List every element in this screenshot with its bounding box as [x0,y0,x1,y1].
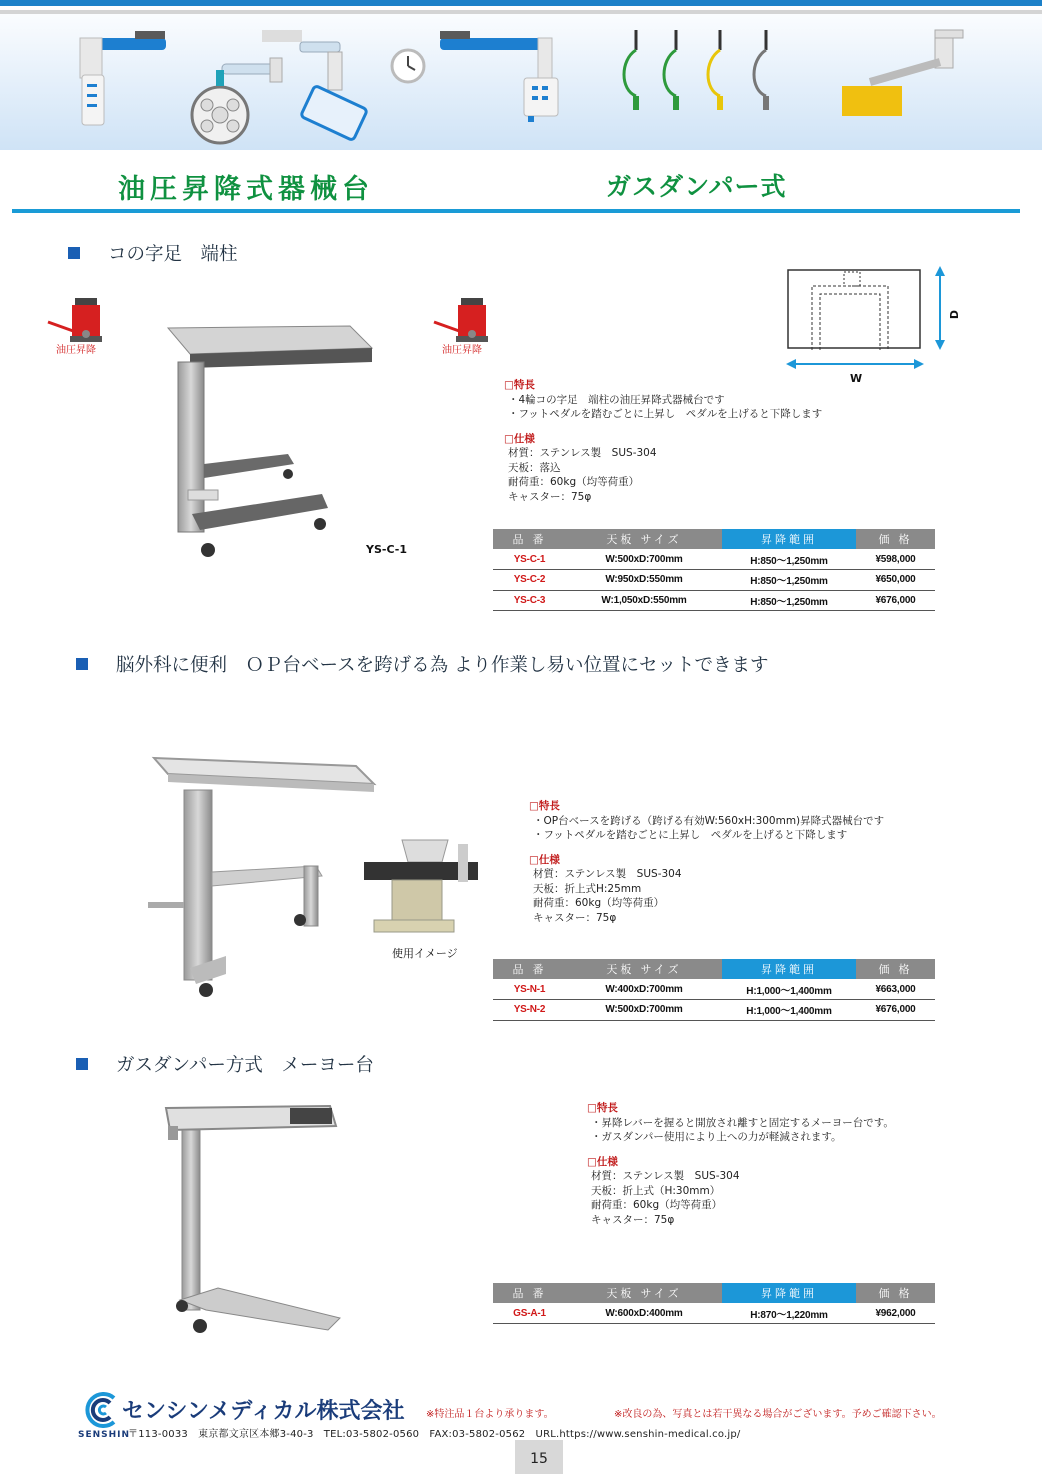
spec-line: 材質：ステンレス製 SUS-304 [533,868,682,880]
part-number: YS-N-1 [493,979,566,1000]
company-name: センシンメディカル株式会社 [122,1399,405,1424]
part-number: YS-C-3 [493,590,566,611]
price-cell: ¥650,000 [856,570,935,591]
col-header-part: 品 番 [493,1283,566,1303]
hydraulic-pump-icon [42,296,118,356]
price-cell: ¥663,000 [856,979,935,1000]
header-banner [0,0,1042,150]
price-table-1 [493,529,935,611]
spec-line: キャスター：75φ [591,1213,675,1226]
product-image-gs-a [160,1100,360,1345]
table-row [493,979,935,1000]
section-heading-text: 脳外科に便利 ＯＰ台ベースを跨げる為 より作業し易い位置にセットできます [116,655,769,676]
disclaimer-note: ※改良の為、写真とは若干異なる場合がございます。予めご確認下さい。 [614,1409,942,1420]
size-cell: W:600xD:400mm [566,1303,722,1324]
square-bullet-icon [68,247,80,259]
dimension-d-label: D [948,309,962,320]
spec-title: □仕様 [504,432,535,445]
col-header-size: 天板 サイズ [566,529,722,549]
company-name-en: SENSHIN [78,1430,131,1440]
size-cell: W:950xD:550mm [566,570,722,591]
part-number: YS-N-2 [493,1000,566,1021]
table-header-row [493,1283,935,1303]
dimension-diagram [780,262,970,387]
spec-line: 耐荷重：60kg（均等荷重） [508,476,640,488]
col-header-size: 天板 サイズ [566,959,722,979]
spec-line: 耐荷重：60kg（均等荷重） [533,897,665,909]
table-row [493,1000,935,1021]
col-header-part: 品 番 [493,959,566,979]
table-header-row [493,959,935,979]
spec-block-3 [587,1101,894,1227]
col-header-price: 価 格 [856,959,935,979]
price-table-2 [493,959,935,1021]
hydraulic-pump-icon-2 [428,296,504,356]
spec-line: 材質：ステンレス製 SUS-304 [508,447,657,459]
feature-line: ・昇降レバーを握ると開放され離すと固定するメーヨー台です。 [591,1116,894,1129]
table-row [493,1303,935,1324]
table-header-row [493,529,935,549]
page-title: 油圧昇降式器械台 [118,174,374,205]
col-header-price: 価 格 [856,529,935,549]
part-number: GS-A-1 [493,1303,566,1324]
spec-line: 天板：折上式H:25mm [533,882,642,895]
page-number: 15 [515,1440,563,1474]
usage-caption: 使用イメージ [392,947,458,960]
section-heading-text: コの字足 端柱 [108,244,238,265]
spec-block-1 [504,378,822,504]
features-title: □特長 [587,1102,618,1114]
part-number: YS-C-2 [493,570,566,591]
square-bullet-icon [76,658,88,670]
senshin-logo-icon [78,1392,120,1428]
monitor-arm-icon [842,30,963,116]
price-cell: ¥676,000 [856,590,935,611]
range-cell: H:870～1,220mm [722,1303,856,1324]
ceiling-pendant-icon [80,31,166,125]
size-cell: W:1,050xD:550mm [566,590,722,611]
company-logo [78,1392,405,1440]
price-table-3 [493,1283,935,1324]
price-cell: ¥676,000 [856,1000,935,1021]
square-bullet-icon [76,1058,88,1070]
banner-illustration [0,0,1042,150]
spec-line: キャスター：75φ [508,490,592,503]
price-cell: ¥598,000 [856,549,935,570]
features-title: □特長 [529,800,560,812]
table-row [493,570,935,591]
part-number: YS-C-1 [493,549,566,570]
col-header-range: 昇降範囲 [722,529,856,549]
col-header-range: 昇降範囲 [722,1283,856,1303]
features-title: □特長 [504,379,535,391]
spec-line: 天板：落込 [508,461,561,474]
company-address: 〒113-0033 東京都文京区本郷3-40-3 TEL:03-5802-0560 FAX:03-5802-0562 URL.https://www.senshin-medical.co.jp/ [128,1429,741,1440]
product-image-ys-n [146,752,378,1002]
ceiling-pendant-icon-2 [440,31,558,122]
range-cell: H:850～1,250mm [722,590,856,611]
title-underline [12,209,1020,213]
size-cell: W:500xD:700mm [566,549,722,570]
table-row [493,549,935,570]
size-cell: W:400xD:700mm [566,979,722,1000]
spec-line: 天板：折上式（H:30mm） [591,1184,721,1197]
surgical-light-icon [192,30,367,143]
gas-hose-icons [624,30,766,110]
range-cell: H:1,000～1,400mm [722,979,856,1000]
spec-block-2 [529,799,884,925]
pump-label-2: 油圧昇降 [442,345,482,356]
product-image-ys-c [160,318,380,563]
pump-label: 油圧昇降 [56,345,96,356]
section-heading-2 [76,651,768,677]
section-heading-3 [76,1051,374,1077]
feature-line: ・OP台ベースを跨げる（跨げる有効W:560xH:300mm)昇降式器械台です [533,814,885,827]
section-heading-1 [68,240,238,266]
usage-image [362,838,482,943]
feature-line: ・ガスダンパー使用により上への力が軽減されます。 [591,1131,842,1143]
spec-line: 耐荷重：60kg（均等荷重） [591,1199,723,1211]
dimension-w-label: W [850,372,863,385]
feature-line: ・フットペダルを踏むごとに上昇し ペダルを上げると下降します [508,408,823,420]
spec-title: □仕様 [587,1155,618,1168]
col-header-part: 品 番 [493,529,566,549]
spec-line: キャスター：75φ [533,911,617,924]
price-cell: ¥962,000 [856,1303,935,1324]
col-header-range: 昇降範囲 [722,959,856,979]
spec-line: 材質：ステンレス製 SUS-304 [591,1170,740,1182]
section-heading-text: ガスダンパー方式 メーヨー台 [116,1055,374,1076]
size-cell: W:500xD:700mm [566,1000,722,1021]
range-cell: H:850～1,250mm [722,570,856,591]
table-row [493,590,935,611]
product-caption-1: YS-C-1 [366,543,407,556]
custom-order-note: ※特注品１台より承ります。 [426,1409,554,1420]
spec-title: □仕様 [529,853,560,866]
clock-icon [392,50,424,82]
feature-line: ・フットペダルを踏むごとに上昇し ペダルを上げると下降します [533,829,848,841]
range-cell: H:850～1,250mm [722,549,856,570]
col-header-size: 天板 サイズ [566,1283,722,1303]
feature-line: ・4輪コの字足 端柱の油圧昇降式器械台です [508,393,725,406]
page-subtitle: ガスダンパー式 [606,172,787,201]
range-cell: H:1,000～1,400mm [722,1000,856,1021]
col-header-price: 価 格 [856,1283,935,1303]
